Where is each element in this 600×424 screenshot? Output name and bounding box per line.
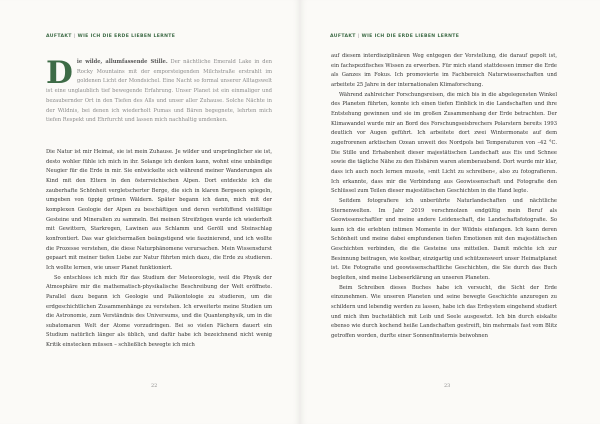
page-number-left: 22: [151, 383, 158, 389]
paragraph: Seitdem fotografiere ich unberührte Naturlandschaften und nächtliche Sternenwelten. Im Jahr 2019 verschmolzen endgültig mein Beruf als Geowissenschaftler und meine andere Leidenschaft, die Landschaftsfotografie. So kann ich die erlebten intimen Momente in der Wildnis einfangen. Ich kann deren Schönheit und meine dabei empfundenen tiefen Emotionen mit den majestätischen Geschichten verbinden, die die Gesteine uns mitteilen. Damit möchte ich zur Besinnung beitragen, wie kostbar, einzigartig und schützenswert unser Heimatplanet ist. Die Fotografie und geowissenschaftliche Geschichten, die Sie durch das Buch begleiten, sind meine Liebeserklärung an unseren Planeten.: [331, 197, 557, 282]
intro-lead: ie wilde, allumfassende Stille.: [76, 59, 168, 65]
running-head-title: WIE ICH DIE ERDE LIEBEN LERNTE: [77, 34, 176, 39]
paragraph: Während zahlreicher Forschungsreisen, die mich bis in die abgelegensten Winkel des Planeten führten, konnte ich einen tiefen Einblick in die Landschaften und ihre Entstehung gewinnen und sie im großen Zusammenhang der Erde betrachten. Der Klimawandel wurde mir an Bord des Forschungseisbrechers Polarstern bereits 1993 deutlich vor Augen geführt. Ich arbeitete dort zwei Wintermonate auf dem zugefrorenen arktischen Ozean unweit des Nordpols bei Temperaturen von –42 °C. Die Stille und Erhabenheit dieser majestätischen Landschaft aus Eis und Schnee sowie die tägliche Nähe zu den Eisbären waren atemberaubend. Dort wurde mir klar, dass ich auch noch lernen musste, »mit Licht zu schreiben«, also zu fotografieren. Ich erkannte, dass mir die Verbindung aus Geowissenschaft und Fotografie den Schlüssel zum Teilen dieser majestätischen Geschichten in die Hand legte.: [331, 91, 557, 195]
running-head-section: AUFTAKT: [46, 34, 72, 39]
running-head-section: AUFTAKT: [330, 34, 356, 39]
page-number-right: 23: [444, 383, 451, 389]
running-head-right: [330, 34, 459, 39]
left-body-text: [46, 148, 272, 351]
drop-cap: D: [46, 55, 73, 91]
paragraph: Die Natur ist mir Heimat, sie ist mein Zuhause. Je wilder und ursprünglicher sie ist, desto wohler fühle ich mich in ihr. Solange ich denken kann, wohnt eine unbändige Neugier für die Erde in mir. Sie entwickelte sich während meiner Wanderungen als Kind mit den Eltern in den österreichischen Alpen. Dort entdeckte ich die zauberhafte Schönheit vergletscherter Berge, die sich in klaren Bergseen spiegeln, umgeben von üppig grünen Wäldern. Später begann ich dann, mich mit der komplexen Geologie der Alpen zu beschäftigen und deren verblüffend vielfältige Gesteine und Mineralien zu sammeln. Bei meinen Streifzügen wurde ich wiederholt mit Gewittern, Starkregen, Lawinen aus Schlamm und Geröll und Steinschlag konfrontiert. Das war gleichermaßen beängstigend wie faszinierend, und ich wollte die Prozesse verstehen, die diese Naturphänomene verursachen. Mein Wissensdurst gepaart mit meiner tiefen Liebe zur Natur führten mich dazu, die Erde zu studieren. Ich wollte lernen, wie unser Planet funktioniert.: [46, 149, 272, 271]
intro-paragraph: [46, 55, 272, 126]
running-head-title: WIE ICH DIE ERDE LIEBEN LERNTE: [361, 34, 460, 39]
running-head-separator: |: [73, 34, 76, 39]
paragraph: Beim Schreiben dieses Buches habe ich versucht, die Sicht der Erde einzunehmen. Wie unseren Planeten und seine bewegte Geschichte anzuregen zu schildern und lebendig werden zu lassen, habe ich das Erdsystem eingehend studiert und mich ihm buchstäblich mit Leib und Seele ausgesetzt. Ich bin durch eiskalte ebenso wie durch kochend heiße Landschaften gestreift, bin mehrmals fast vom Blitz getroffen worden, durfte einer Sonnenfinsternis beiwohnen: [331, 284, 557, 340]
paragraph: auf diesem interdisziplinären Weg entgegen der Vorstellung, die darauf gepolt ist, ein fachspezifisches Wissen zu erwerben. Für mich stand stattdessen immer die Erde als Ganzes im Fokus. Ich promovierte im Fachbereich Naturwissenschaften und arbeitete 25 Jahre in der internationalen Klimaforschung.: [331, 53, 557, 88]
running-head-left: [46, 34, 175, 39]
paragraph: So entschloss ich mich für das Studium der Meteorologie, weil die Physik der Atmosphäre mir die mathematisch-physikalische Beschreibung der Welt eröffnete. Parallel dazu begann ich Geologie und Paläontologie zu studieren, um die erdgeschichtlichen Zusammenhänge zu verstehen. Ich erweiterte meine Studien um die Astronomie, zum Verständnis des Universums, und die Quantenphysik, um in die subatomaren Welt der Atome vorzudringen. Bei so vielen Fächern dauert ein Studium natürlich länger als üblich, und dafür habe ich bezeichnend nicht wenig Kritik einstecken müssen – schließlich bewegte ich mich: [46, 274, 272, 349]
running-head-separator: |: [357, 34, 360, 39]
intro-text: Der nächtliche Emerald Lake in den Rocky Mountains mit der emporsteigenden Milchstraße erstrahlt im goldenen Licht der Mondsichel. Eine Nacht so formal unserer Alltagswelt ist eine unglaublich tief bewegende Erfahrung. Unser Planet ist ein einmaliger und bezaubernder Ort in den Tiefen des Alls und unser aller Zuhause. Solche Nächte in der Wildnis, bei denen ich wiederholt Pumas und Bären begegnete, lehrten mich tiefen Respekt und Ehrfurcht und lassen mich nachhaltig umdenken.: [46, 59, 272, 124]
right-body-text: [331, 52, 557, 342]
